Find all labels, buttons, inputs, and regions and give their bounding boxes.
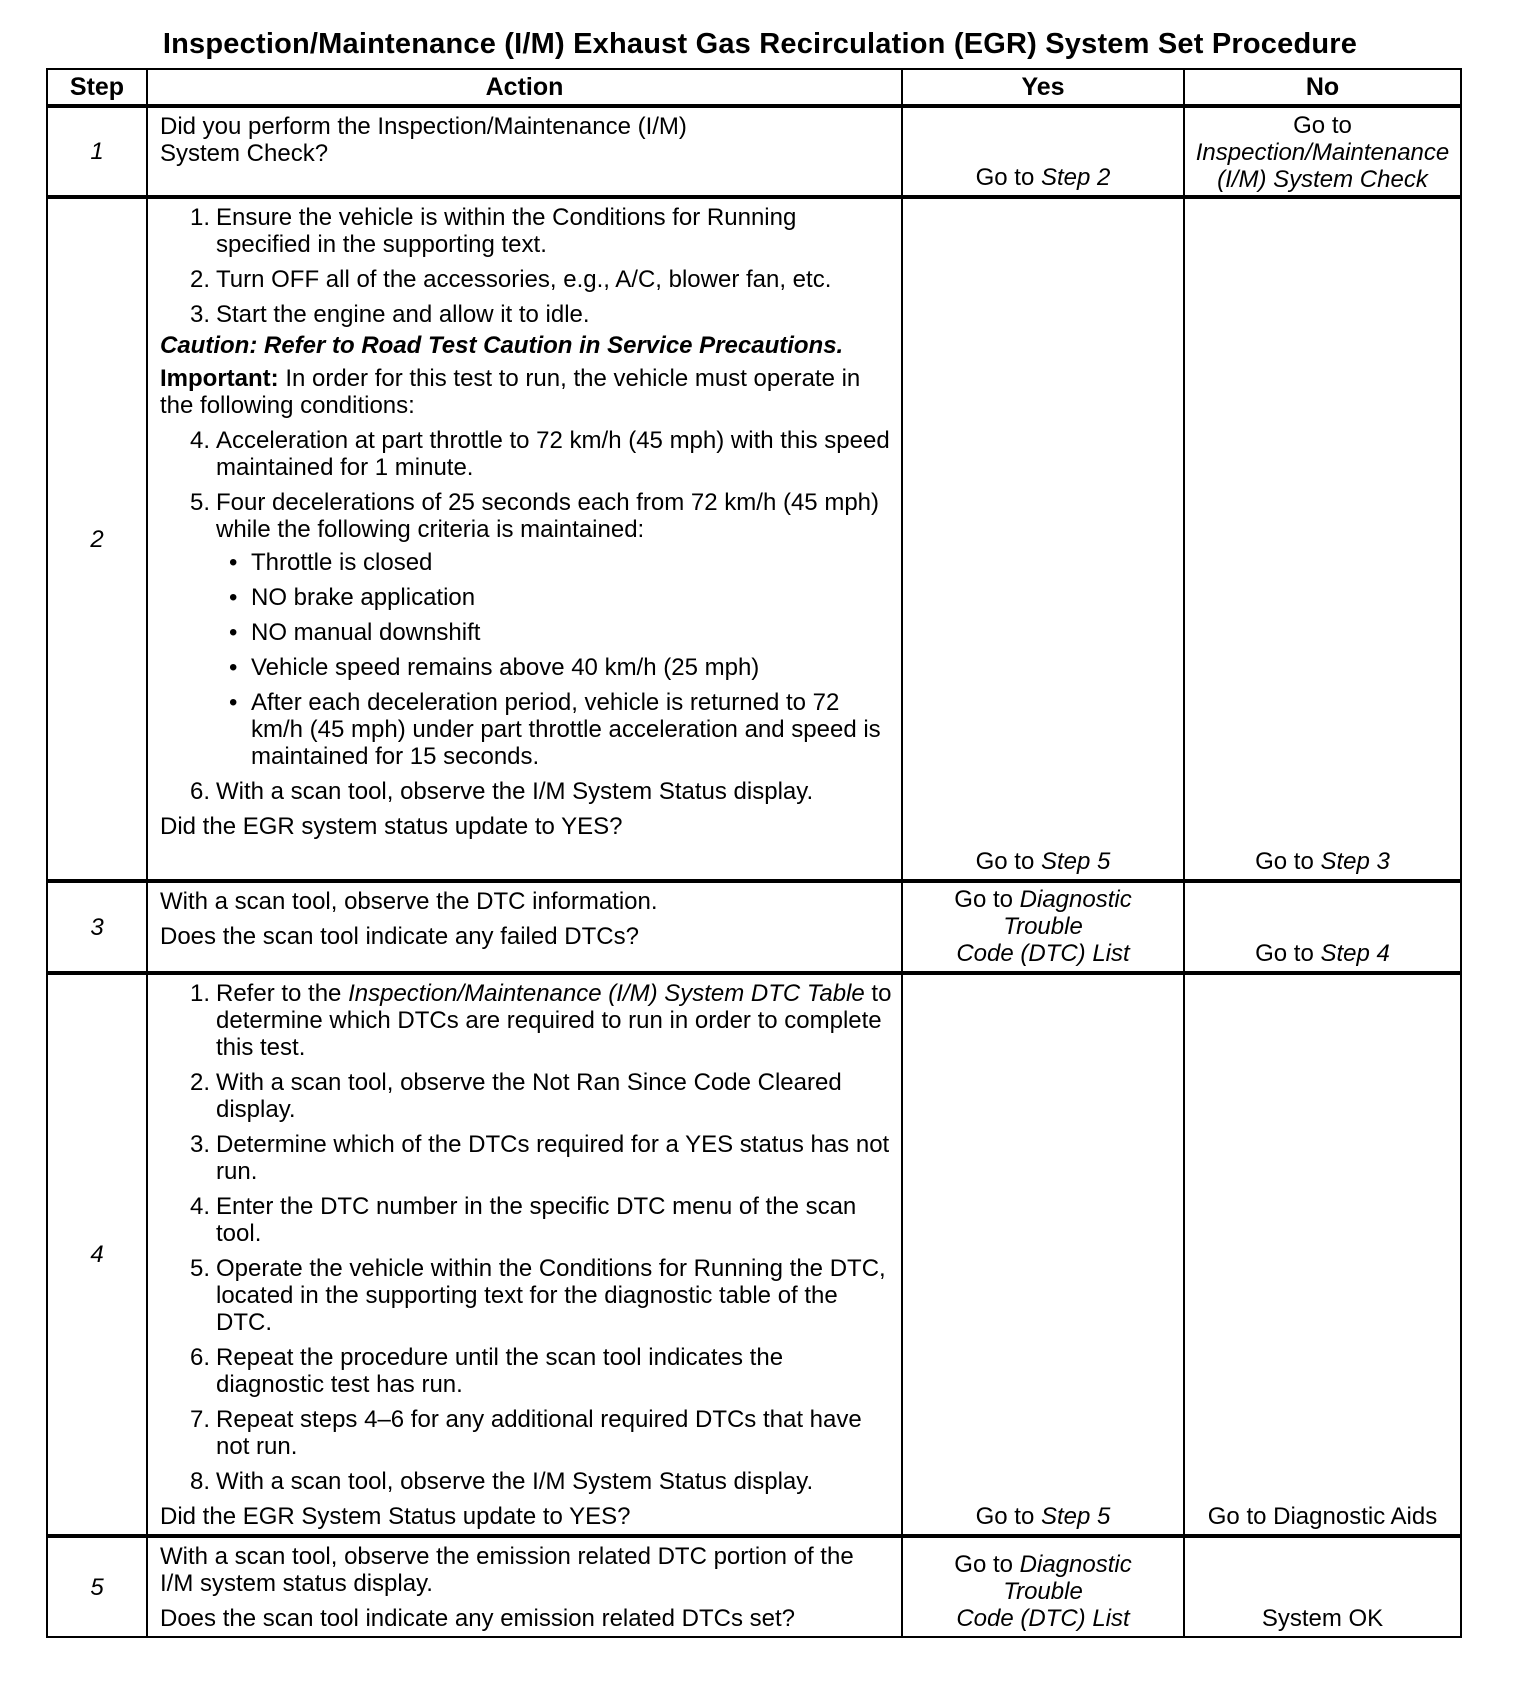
list-item: 7. Repeat steps 4–6 for any additional required DTCs that have not run.: [189, 1406, 862, 1460]
action-cell: [147, 973, 902, 1536]
instruction-list: [160, 204, 893, 328]
bullet-item: • Throttle is closed: [216, 549, 893, 576]
yes-prefix: Go to: [975, 1503, 1041, 1530]
action-text: With a scan tool, observe the DTC information.: [160, 888, 658, 915]
header-action: Action: [147, 69, 902, 106]
bullet-item: • NO brake application: [216, 584, 893, 611]
bullet-item: • NO manual downshift: [216, 619, 893, 646]
header-no: No: [1184, 69, 1461, 106]
dtc-list-link[interactable]: Diagnostic Trouble Code (DTC) List: [956, 1551, 1132, 1632]
link-line: Inspection/Maintenance: [1195, 139, 1450, 166]
list-item: 8. With a scan tool, observe the I/M System Status display.: [189, 1468, 814, 1495]
procedure-table: [46, 68, 1462, 1638]
diagnostic-aids-link[interactable]: Go to Diagnostic Aids: [1207, 1503, 1438, 1530]
no-cell: [1184, 973, 1461, 1536]
table-row: [47, 197, 1461, 881]
yes-prefix: Go to: [975, 164, 1041, 191]
header-step: Step: [47, 69, 147, 106]
step-number: 4: [47, 973, 147, 1536]
table-row: [47, 1536, 1461, 1637]
question-line: System Check?: [160, 140, 329, 167]
yes-cell: [902, 881, 1184, 973]
list-item: 4. Enter the DTC number in the specific DTC menu of the scan tool.: [189, 1193, 857, 1247]
link-line: (I/M) System Check: [1217, 166, 1428, 193]
list-item: 3. Determine which of the DTCs required for a YES status has not run.: [189, 1131, 890, 1185]
list-item: 5. Four decelerations of 25 seconds each from 72 km/h (45 mph) while the following criteria is maintained: • Throttle is closed • NO brake application • NO manual downshift • Vehicle speed remains above 40 km/h (25 mph) • After each deceleration period, vehicle is returned to 72 km/h (45 mph) under part throttle acceleration and speed is maintained for 15 seconds.: [160, 489, 893, 770]
action-question: [160, 113, 893, 167]
action-cell: [147, 197, 902, 881]
list-item: 1. Refer to the Inspection/Maintenance (I/M) System DTC Table to determine which DTCs are required to run in order to complete this test.: [189, 980, 892, 1061]
step-link[interactable]: Step 2: [1040, 164, 1111, 191]
action-question: Did the EGR System Status update to YES?: [160, 1503, 631, 1530]
list-item: 5. Operate the vehicle within the Conditions for Running the DTC, located in the supporting text for the diagnostic table of the DTC.: [189, 1255, 886, 1336]
yes-cell: [902, 197, 1184, 881]
list-item: 6. Repeat the procedure until the scan tool indicates the diagnostic test has run.: [189, 1344, 784, 1398]
table-row: [47, 881, 1461, 973]
table-header-row: [47, 69, 1461, 106]
no-prefix: Go to: [1255, 940, 1321, 967]
action-question: Did the EGR system status update to YES?: [160, 813, 623, 840]
system-ok-text: System OK: [1261, 1605, 1384, 1632]
yes-cell: [902, 973, 1184, 1536]
list-item: 6. With a scan tool, observe the I/M System Status display.: [189, 778, 814, 805]
action-cell: [147, 881, 902, 973]
action-question: Does the scan tool indicate any failed DTCs?: [160, 923, 639, 950]
header-yes: Yes: [902, 69, 1184, 106]
bullet-item: • Vehicle speed remains above 40 km/h (25 mph): [216, 654, 893, 681]
criteria-list: [216, 549, 893, 770]
action-text: With a scan tool, observe the emission related DTC portion of the I/M system status display.: [160, 1543, 854, 1597]
yes-cell: [902, 1536, 1184, 1637]
step-number: 1: [47, 106, 147, 197]
yes-prefix: Go to: [954, 886, 1020, 913]
page-title: Inspection/Maintenance (I/M) Exhaust Gas Recirculation (EGR) System Set Procedure: [162, 28, 1358, 60]
yes-prefix: Go to: [954, 1551, 1020, 1578]
action-cell: [147, 106, 902, 197]
step-number: 2: [47, 197, 147, 881]
bullet-item: • After each deceleration period, vehicle is returned to 72 km/h (45 mph) under part throttle acceleration and speed is maintained for 15 seconds.: [216, 689, 893, 770]
table-row: [47, 973, 1461, 1536]
action-cell: [147, 1536, 902, 1637]
action-question: Does the scan tool indicate any emission related DTCs set?: [160, 1605, 795, 1632]
list-item: 1. Ensure the vehicle is within the Conditions for Running specified in the supporting text.: [189, 204, 797, 258]
list-item: 3. Start the engine and allow it to idle.: [189, 301, 590, 328]
question-line: Did you perform the Inspection/Maintenance (I/M): [160, 113, 687, 140]
instruction-list: [160, 980, 893, 1495]
important-note: Important: In order for this test to run, the vehicle must operate in the following conditions:: [160, 365, 861, 419]
no-cell: [1184, 197, 1461, 881]
list-item: 2. Turn OFF all of the accessories, e.g., A/C, blower fan, etc.: [189, 266, 832, 293]
step-link[interactable]: Step 5: [1040, 1503, 1111, 1530]
list-item: 2. With a scan tool, observe the Not Ran Since Code Cleared display.: [189, 1069, 842, 1123]
step-number: 5: [47, 1536, 147, 1637]
dtc-table-link[interactable]: Inspection/Maintenance (I/M) System DTC Table: [348, 980, 865, 1007]
caution-note: Caution: Refer to Road Test Caution in Service Precautions.: [160, 332, 844, 359]
step-number: 3: [47, 881, 147, 973]
list-item: 4. Acceleration at part throttle to 72 km/h (45 mph) with this speed maintained for 1 minute.: [189, 427, 890, 481]
step-link[interactable]: Step 4: [1320, 940, 1390, 967]
no-cell: [1184, 106, 1461, 197]
system-check-link[interactable]: [1185, 139, 1460, 193]
step-link[interactable]: Step 5: [1040, 848, 1111, 875]
step-link[interactable]: Step 3: [1320, 848, 1390, 875]
table-row: [47, 106, 1461, 197]
instruction-list: [160, 427, 893, 805]
yes-cell: [902, 106, 1184, 197]
no-prefix: Go to: [1255, 848, 1321, 875]
yes-prefix: Go to: [975, 848, 1041, 875]
no-prefix: Go to: [1293, 112, 1352, 139]
no-cell: [1184, 881, 1461, 973]
dtc-list-link[interactable]: Diagnostic Trouble Code (DTC) List: [956, 886, 1132, 967]
no-cell: [1184, 1536, 1461, 1637]
